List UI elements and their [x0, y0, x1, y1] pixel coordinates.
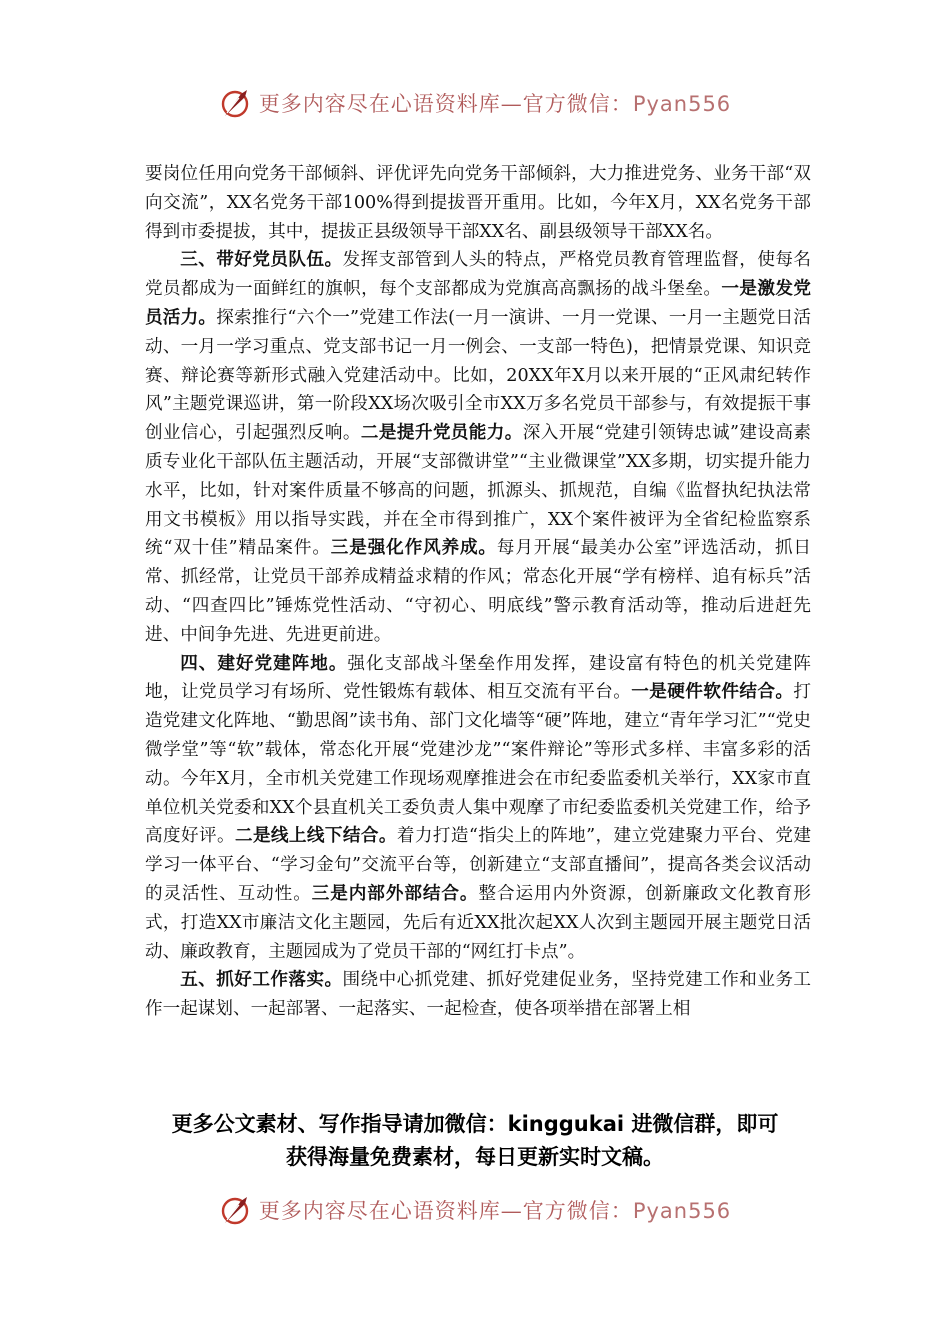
- bold-heading-run: 二是线上线下结合。: [234, 826, 397, 847]
- bold-heading-run: 四、建好党建阵地。: [180, 653, 348, 674]
- bold-heading-run: 三、带好党员队伍。: [180, 250, 343, 271]
- document-body: [145, 160, 811, 1024]
- text-run: 整合运用内外资源，创新廉政文化教育形式，打造XX市廉洁文化主题园，先后有近XX批次起XX人次到主题园开展主题党日活动、廉政教育，主题园成为了党员干部的“网红打卡点”。: [145, 883, 811, 962]
- text-run: 探索推行“六个一”党建工作法(一月一演讲、一月一党课、一月一主题党日活动、一月一学习重点、党支部书记一月一例会、一支部一特色)，把情景党课、知识竞赛、辩论赛等新形式融入党建活动中。比如，20XX年X月以来开展的“正风肃纪转作风”主题党课巡讲，第一阶段XX场次吸引全市XX万多名党员干部参与，有效提振干事创业信心，引起强烈反响。: [145, 307, 811, 444]
- paragraph: [145, 246, 811, 649]
- paragraph: [145, 650, 811, 967]
- text-run: 每月开展“最美办公室”评选活动，抓日常、抓经常，让党员干部养成精益求精的作风；常态化开展“学有榜样、追有标兵”活动、“四查四比”锤炼党性活动、“守初心、明底线”警示教育活动等，推动后进赶先进、中间争先进、先进更前进。: [145, 538, 811, 645]
- promo-notice: [100, 1108, 850, 1174]
- bold-heading-run: 一是激发党员活力。: [145, 279, 811, 328]
- promo-line-1: 更多公文素材、写作指导请加微信：kinggukai 进微信群，即可: [171, 1112, 779, 1136]
- text-run: 着力打造“指尖上的阵地”，建立党建聚力平台、党建学习一体平台、“学习金句”交流平台等，创新建立“支部直播间”，提高各类会议活动的灵活性、互动性。: [145, 826, 811, 904]
- header-banner: [0, 86, 950, 120]
- quill-logo-icon: [219, 1193, 253, 1227]
- text-run: 打造党建文化阵地、“勤思阁”读书角、部门文化墙等“硬”阵地，建立“青年学习汇”“党史微学堂”等“软”载体，常态化开展“党建沙龙”“案件辩论”等形式多样、丰富多彩的活动。今年X月，全市机关党建工作现场观摩推进会在市纪委监委机关举行，XX家市直单位机关党委和XX个县直机关工委负责人集中观摩了市纪委监委机关党建工作，给予高度好评。: [145, 682, 811, 847]
- paragraph: [145, 160, 811, 246]
- paragraph: [145, 966, 811, 1024]
- text-run: 发挥支部管到人头的特点，严格党员教育管理监督，使每名党员都成为一面鲜红的旗帜，每个支部都成为党旗高高飘扬的战斗堡垒。: [145, 250, 811, 300]
- bold-heading-run: 五、抓好工作落实。: [180, 970, 343, 991]
- text-run: 要岗位任用向党务干部倾斜、评优评先向党务干部倾斜，大力推进党务、业务干部“双向交流”，XX名党务干部100%得到提拔晋开重用。比如，今年X月，XX名党务干部得到市委提拔，其中，提拔正县级领导干部XX名、副县级领导干部XX名。: [145, 164, 811, 242]
- text-run: 强化支部战斗堡垒作用发挥，建设富有特色的机关党建阵地，让党员学习有场所、党性锻炼有载体、相互交流有平台。: [145, 653, 811, 703]
- bold-heading-run: 一是硬件软件结合。: [631, 682, 794, 703]
- quill-logo-icon: [219, 86, 253, 120]
- bold-heading-run: 三是强化作风养成。: [330, 538, 497, 559]
- bold-heading-run: 三是内部外部结合。: [311, 883, 479, 904]
- text-run: 深入开展“党建引领铸忠诚”建设高素质专业化干部队伍主题活动，开展“支部微讲堂”“主业微课堂”XX多期，切实提升能力水平，比如，针对案件质量不够高的问题，抓源头、抓规范，自编《监督执纪执法常用文书模板》用以指导实践，并在全市得到推广，XX个案件被评为全省纪检监察系统“双十佳”精品案件。: [145, 423, 811, 559]
- footer-banner: [0, 1193, 950, 1227]
- text-run: 围绕中心抓党建、抓好党建促业务，坚持党建工作和业务工作一起谋划、一起部署、一起落实、一起检查，使各项举措在部署上相: [145, 970, 811, 1020]
- bold-heading-run: 二是提升党员能力。: [360, 423, 523, 444]
- banner-text: 更多内容尽在心语资料库—官方微信：Pyan556: [258, 92, 732, 116]
- promo-line-2: 获得海量免费素材，每日更新实时文稿。: [286, 1145, 664, 1169]
- banner-text: 更多内容尽在心语资料库—官方微信：Pyan556: [258, 1199, 732, 1223]
